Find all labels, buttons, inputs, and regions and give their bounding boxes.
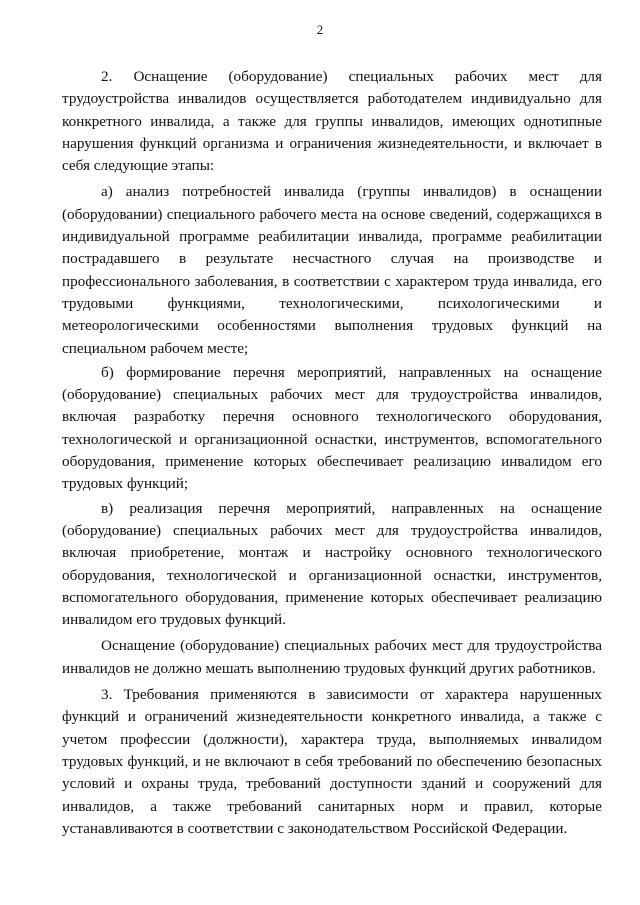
- paragraph-item-a: а) анализ потребностей инвалида (группы инвалидов) в оснащении (оборудовании) специального рабочего места на основе сведений, содержащихся в индивидуальной программе реабилитации инвалида, программе реабилитации пострадавшего в результате несчастного случая на производстве и профессионального заболевания, в соответствии с характером труда инвалида, его трудовыми функциями, технологическими, психологическими и метеорологическими особенностями выполнения трудовых функций на специальном рабочем месте;: [62, 183, 602, 357]
- paragraph-3-requirements: 3. Требования применяются в зависимости от характера нарушенных функций и ограничений жизнедеятельности конкретного инвалида, а также с учетом профессии (должности), характера труда, выполняемых инвалидом трудовых функций, и не включают в себя требований по обеспечению безопасных условий и охраны труда, требований доступности зданий и сооружений для инвалидов, а также требований санитарных норм и правил, которые устанавливаются в соответствии с законодательством Российской Федерации.: [62, 686, 602, 837]
- page-number: 2: [316, 22, 324, 37]
- paragraph-equipment-note: Оснащение (оборудование) специальных рабочих мест для трудоустройства инвалидов не должно мешать выполнению трудовых функций других работников.: [62, 637, 602, 677]
- paragraph-item-v: в) реализация перечня мероприятий, направленных на оснащение (оборудование) специальных рабочих мест для трудоустройства инвалидов, включая приобретение, монтаж и настройку основного технологического оборудования, технологической и организационной оснастки, инструментов, вспомогательного оборудования, применение которых обеспечивает реализацию инвалидом его трудовых функций.: [62, 499, 602, 629]
- document-body: [62, 66, 602, 844]
- paragraph-item-b: б) формирование перечня мероприятий, направленных на оснащение (оборудование) специальных рабочих мест для трудоустройства инвалидов, включая разработку перечня основного технологического оборудования, технологической и организационной оснастки, инструментов, вспомогательного оборудования, применение которых обеспечивает реализацию инвалидом его трудовых функций;: [62, 363, 602, 493]
- paragraph-2-intro: 2. Оснащение (оборудование) специальных рабочих мест для трудоустройства инвалидов осуществляется работодателем индивидуально для конкретного инвалида, а также для группы инвалидов, имеющих однотипные нарушения функций организма и ограничения жизнедеятельности, и включает в себя следующие этапы:: [62, 68, 602, 175]
